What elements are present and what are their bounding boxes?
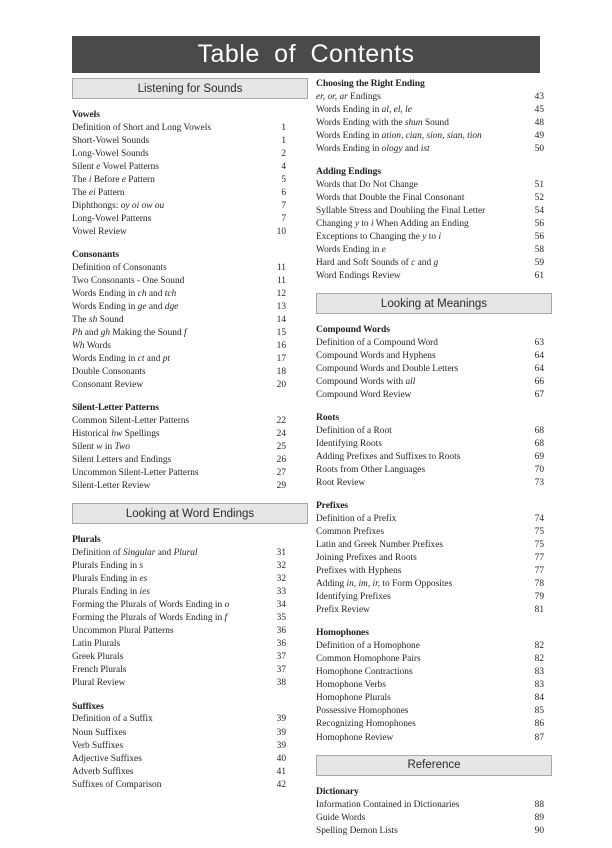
toc-entry[interactable] bbox=[316, 179, 552, 192]
toc-entry-page-number: 90 bbox=[534, 825, 544, 836]
toc-entry-page-number: 52 bbox=[534, 193, 544, 204]
toc-entry-page-number: 1 bbox=[281, 122, 286, 133]
toc-entry[interactable] bbox=[316, 104, 552, 117]
toc-entry[interactable] bbox=[72, 779, 308, 792]
toc-entry-label: Compound Words with all bbox=[316, 377, 416, 388]
left-sections-group-2 bbox=[72, 534, 308, 791]
toc-entry[interactable] bbox=[72, 428, 308, 441]
toc-entry[interactable] bbox=[316, 591, 552, 604]
toc-entry[interactable] bbox=[316, 539, 552, 552]
toc-entry-page-number: 20 bbox=[276, 380, 286, 391]
toc-entry-page-number: 49 bbox=[534, 131, 544, 142]
toc-entry-label: Compound Word Review bbox=[316, 390, 412, 401]
right-column bbox=[316, 78, 552, 848]
toc-entry-page-number: 37 bbox=[276, 652, 286, 663]
toc-entry-label: Prefixes with Hyphens bbox=[316, 566, 402, 577]
toc-entry-page-number: 36 bbox=[276, 626, 286, 637]
section-title: Suffixes bbox=[72, 700, 104, 712]
toc-entry[interactable] bbox=[316, 526, 552, 539]
toc-entry-label: Diphthongs: oy oi ow ou bbox=[72, 201, 165, 212]
toc-entry-label: Words Ending in ation, cian, sion, sian, tion bbox=[316, 131, 482, 142]
section-title: Adding Endings bbox=[316, 166, 381, 178]
toc-entry-label: Adverb Suffixes bbox=[72, 766, 134, 777]
toc-entry-page-number: 89 bbox=[534, 812, 544, 823]
toc-entry-page-number: 67 bbox=[534, 390, 544, 401]
toc-entry-label: Plurals Ending in es bbox=[72, 574, 148, 585]
toc-entry-page-number: 56 bbox=[534, 219, 544, 230]
toc-entry-page-number: 38 bbox=[276, 678, 286, 689]
toc-entry[interactable] bbox=[316, 464, 552, 477]
toc-entry-label: Changing y to i When Adding an Ending bbox=[316, 219, 469, 230]
toc-entry[interactable] bbox=[316, 117, 552, 130]
toc-entry-page-number: 77 bbox=[534, 553, 544, 564]
unit-header-label: Looking at Meanings bbox=[380, 297, 488, 310]
toc-entry[interactable] bbox=[72, 713, 308, 726]
toc-entry-page-number: 48 bbox=[534, 118, 544, 129]
toc-entry-label: Uncommon Plural Patterns bbox=[72, 626, 174, 637]
toc-entry-page-number: 82 bbox=[534, 654, 544, 665]
toc-entry-label: Common Silent-Letter Patterns bbox=[72, 416, 190, 427]
toc-entry-label: Identifying Prefixes bbox=[316, 592, 391, 603]
toc-entry-label: Definition of a Compound Word bbox=[316, 338, 438, 349]
toc-entry-label: Silent Letters and Endings bbox=[72, 455, 172, 466]
toc-entry[interactable] bbox=[72, 135, 308, 148]
toc-entry[interactable] bbox=[72, 740, 308, 753]
toc-entry-label: Suffixes of Comparison bbox=[72, 779, 162, 790]
toc-section bbox=[72, 402, 308, 493]
toc-entry[interactable] bbox=[72, 753, 308, 766]
toc-entry[interactable] bbox=[316, 270, 552, 283]
toc-entry[interactable] bbox=[72, 547, 308, 560]
toc-entry[interactable] bbox=[316, 376, 552, 389]
toc-entry-page-number: 79 bbox=[534, 592, 544, 603]
toc-entry-label: Silent w in Two bbox=[72, 442, 130, 453]
toc-entry[interactable] bbox=[316, 192, 552, 205]
toc-entry-label: The ei Pattern bbox=[72, 188, 125, 199]
toc-entry-page-number: 5 bbox=[281, 175, 286, 186]
toc-entry-page-number: 68 bbox=[534, 439, 544, 450]
toc-entry-label: Long-Vowel Patterns bbox=[72, 214, 152, 225]
toc-entry[interactable] bbox=[72, 262, 308, 275]
toc-entry-page-number: 1 bbox=[281, 136, 286, 146]
toc-entry-label: Words Ending in ct and pt bbox=[72, 354, 170, 365]
toc-entry[interactable] bbox=[72, 415, 308, 428]
toc-entry-page-number: 34 bbox=[276, 600, 286, 611]
toc-entry-page-number: 17 bbox=[276, 354, 286, 365]
toc-entry[interactable] bbox=[72, 454, 308, 467]
toc-entry-page-number: 32 bbox=[276, 574, 286, 585]
toc-section bbox=[316, 78, 552, 156]
toc-entry-label: Vowel Review bbox=[72, 227, 127, 238]
toc-entry[interactable] bbox=[72, 379, 308, 392]
toc-entry[interactable] bbox=[72, 301, 308, 314]
toc-entry-label: Forming the Plurals of Words Ending in o bbox=[72, 600, 230, 611]
toc-entry-page-number: 45 bbox=[534, 105, 544, 115]
toc-entry-page-number: 73 bbox=[534, 478, 544, 489]
toc-entry-page-number: 75 bbox=[534, 527, 544, 538]
toc-entry[interactable] bbox=[316, 513, 552, 526]
toc-entry-page-number: 43 bbox=[534, 91, 544, 102]
toc-section bbox=[316, 500, 552, 617]
toc-entry-label: Words Ending in al, el, le bbox=[316, 105, 412, 115]
toc-entry-label: er, or, ar Endings bbox=[316, 91, 381, 102]
toc-entry-label: Definition of a Homophone bbox=[316, 641, 420, 652]
toc-entry-label: Noun Suffixes bbox=[72, 727, 127, 738]
toc-entry-label: French Plurals bbox=[72, 665, 127, 676]
toc-entry-page-number: 58 bbox=[534, 245, 544, 256]
toc-entry-label: The i Before e Pattern bbox=[72, 175, 155, 186]
toc-entry[interactable] bbox=[316, 389, 552, 402]
toc-entry-page-number: 15 bbox=[276, 328, 286, 339]
toc-entry-label: Identifying Roots bbox=[316, 439, 382, 450]
toc-entry-page-number: 83 bbox=[534, 667, 544, 678]
toc-entry-page-number: 61 bbox=[534, 271, 544, 282]
toc-entry-label: Definition of Singular and Plural bbox=[72, 548, 198, 559]
right-sections-group-1 bbox=[316, 78, 552, 283]
unit-header-label: Reference bbox=[407, 759, 461, 772]
right-sections-group-3 bbox=[316, 786, 552, 838]
toc-entry-page-number: 42 bbox=[276, 779, 286, 790]
toc-entry-label: Exceptions to Changing the y to i bbox=[316, 232, 442, 243]
toc-entry[interactable] bbox=[72, 275, 308, 288]
toc-section bbox=[72, 249, 308, 392]
toc-entry[interactable] bbox=[72, 226, 308, 239]
toc-entry[interactable] bbox=[316, 91, 552, 104]
toc-entry[interactable] bbox=[316, 363, 552, 376]
section-title: Compound Words bbox=[316, 324, 390, 336]
toc-entry[interactable] bbox=[316, 812, 552, 825]
toc-entry-label: Forming the Plurals of Words Ending in f bbox=[72, 613, 228, 624]
toc-entry[interactable] bbox=[72, 122, 308, 135]
toc-entry-label: Consonant Review bbox=[72, 380, 144, 391]
toc-entry-label: Compound Words and Double Letters bbox=[316, 364, 459, 375]
toc-entry-page-number: 85 bbox=[534, 706, 544, 717]
toc-entry-page-number: 87 bbox=[534, 732, 544, 743]
toc-entry-page-number: 59 bbox=[534, 258, 544, 269]
toc-entry[interactable] bbox=[316, 578, 552, 591]
toc-entry-page-number: 32 bbox=[276, 561, 286, 572]
unit-header-label: Looking at Word Endings bbox=[125, 507, 255, 520]
toc-entry[interactable] bbox=[316, 565, 552, 578]
toc-entry-page-number: 66 bbox=[534, 377, 544, 388]
toc-entry-page-number: 22 bbox=[276, 416, 286, 427]
toc-entry-page-number: 6 bbox=[281, 188, 286, 199]
toc-entry-page-number: 24 bbox=[276, 429, 286, 440]
unit-header-looking-at-meanings[interactable] bbox=[316, 293, 552, 314]
toc-entry-page-number: 41 bbox=[276, 766, 286, 777]
toc-entry-page-number: 40 bbox=[276, 753, 286, 764]
toc-entry[interactable] bbox=[316, 451, 552, 464]
toc-entry-page-number: 37 bbox=[276, 665, 286, 676]
toc-entry-page-number: 51 bbox=[534, 180, 544, 191]
toc-entry-label: Definition of a Prefix bbox=[316, 514, 397, 525]
toc-entry-page-number: 13 bbox=[276, 302, 286, 313]
toc-entry-label: Ph and gh Making the Sound f bbox=[72, 328, 187, 339]
toc-entry[interactable] bbox=[316, 350, 552, 363]
toc-entry-label: Words that Double the Final Consonant bbox=[316, 193, 465, 204]
toc-entry-label: Wh Words bbox=[72, 341, 111, 352]
toc-entry-label: Joining Prefixes and Roots bbox=[316, 553, 417, 564]
toc-entry[interactable] bbox=[316, 604, 552, 617]
toc-section bbox=[72, 701, 308, 792]
toc-entry-page-number: 54 bbox=[534, 206, 544, 217]
left-sections-group-1 bbox=[72, 109, 308, 493]
toc-section bbox=[316, 166, 552, 283]
toc-entry-label: Common Homophone Pairs bbox=[316, 654, 421, 665]
toc-entry-page-number: 14 bbox=[276, 315, 286, 326]
toc-entry-page-number: 63 bbox=[534, 338, 544, 349]
toc-entry[interactable] bbox=[72, 766, 308, 779]
toc-entry[interactable] bbox=[72, 161, 308, 174]
toc-entry[interactable] bbox=[72, 586, 308, 599]
section-title: Prefixes bbox=[316, 500, 349, 512]
toc-entry-label: Adjective Suffixes bbox=[72, 753, 142, 764]
toc-entry[interactable] bbox=[72, 651, 308, 664]
unit-header-looking-at-word-endings[interactable] bbox=[72, 503, 308, 524]
toc-entry-page-number: 7 bbox=[281, 214, 286, 225]
toc-entry[interactable] bbox=[72, 467, 308, 480]
right-sections-group-2 bbox=[316, 324, 552, 744]
page-title-bar bbox=[72, 36, 540, 73]
toc-entry-label: Plural Review bbox=[72, 678, 126, 689]
toc-entry-label: Homophone Review bbox=[316, 732, 394, 743]
toc-entry-page-number: 11 bbox=[276, 263, 286, 274]
section-title: Plurals bbox=[72, 534, 101, 546]
toc-entry-page-number: 10 bbox=[276, 227, 286, 238]
toc-entry[interactable] bbox=[316, 718, 552, 731]
toc-entry-label: Definition of a Suffix bbox=[72, 714, 153, 725]
toc-section bbox=[316, 324, 552, 402]
toc-entry-page-number: 39 bbox=[276, 714, 286, 725]
toc-entry[interactable] bbox=[316, 732, 552, 745]
toc-entry[interactable] bbox=[316, 231, 552, 244]
toc-entry[interactable] bbox=[72, 353, 308, 366]
toc-entry-page-number: 68 bbox=[534, 426, 544, 437]
toc-entry-label: Prefix Review bbox=[316, 605, 370, 616]
toc-entry-label: Definition of a Root bbox=[316, 426, 392, 437]
toc-entry[interactable] bbox=[72, 727, 308, 740]
toc-entry-label: Homophone Verbs bbox=[316, 680, 386, 691]
toc-entry-page-number: 26 bbox=[276, 455, 286, 466]
toc-entry-label: Recognizing Homophones bbox=[316, 719, 416, 730]
toc-entry-label: Homophone Plurals bbox=[316, 693, 391, 704]
toc-entry-label: Long-Vowel Sounds bbox=[72, 149, 149, 160]
toc-entry-page-number: 27 bbox=[276, 468, 286, 479]
page-title: Table of Contents bbox=[197, 40, 415, 68]
toc-entry[interactable] bbox=[316, 653, 552, 666]
toc-entry-label: Two Consonants - One Sound bbox=[72, 276, 185, 287]
toc-entry-label: Words that Do Not Change bbox=[316, 180, 418, 191]
toc-entry-label: Short-Vowel Sounds bbox=[72, 136, 150, 146]
toc-entry-label: Definition of Short and Long Vowels bbox=[72, 122, 211, 133]
toc-entry[interactable] bbox=[72, 664, 308, 677]
toc-entry[interactable] bbox=[316, 640, 552, 653]
toc-entry-page-number: 83 bbox=[534, 680, 544, 691]
toc-entry-label: Hard and Soft Sounds of c and g bbox=[316, 258, 439, 269]
toc-entry-page-number: 7 bbox=[281, 201, 286, 212]
unit-header-reference[interactable] bbox=[316, 755, 552, 776]
toc-entry[interactable] bbox=[72, 441, 308, 454]
toc-entry[interactable] bbox=[72, 599, 308, 612]
toc-section bbox=[316, 412, 552, 490]
toc-entry[interactable] bbox=[316, 218, 552, 231]
toc-entry-page-number: 31 bbox=[276, 548, 286, 559]
toc-entry-label: Words Ending with the shun Sound bbox=[316, 118, 449, 129]
toc-entry-page-number: 77 bbox=[534, 566, 544, 577]
toc-entry-page-number: 86 bbox=[534, 719, 544, 730]
section-title: Homophones bbox=[316, 627, 369, 639]
toc-entry-page-number: 16 bbox=[276, 341, 286, 352]
toc-entry[interactable] bbox=[72, 625, 308, 638]
toc-section bbox=[316, 786, 552, 838]
toc-section bbox=[72, 109, 308, 239]
toc-entry-label: Root Review bbox=[316, 478, 366, 489]
toc-entry-page-number: 69 bbox=[534, 452, 544, 463]
toc-entry-label: Plurals Ending in s bbox=[72, 561, 144, 572]
toc-entry-label: Possessive Homophones bbox=[316, 706, 409, 717]
toc-entry[interactable] bbox=[316, 477, 552, 490]
toc-entry[interactable] bbox=[72, 327, 308, 340]
toc-entry-page-number: 56 bbox=[534, 232, 544, 243]
toc-entry-label: Compound Words and Hyphens bbox=[316, 351, 436, 362]
toc-entry-label: Common Prefixes bbox=[316, 527, 384, 538]
toc-entry[interactable] bbox=[316, 825, 552, 838]
toc-entry[interactable] bbox=[72, 314, 308, 327]
toc-entry[interactable] bbox=[316, 143, 552, 156]
section-title: Consonants bbox=[72, 249, 119, 261]
section-title: Choosing the Right Ending bbox=[316, 78, 425, 89]
toc-entry-label: Words Ending in ch and tch bbox=[72, 289, 177, 300]
unit-header-listening-for-sounds[interactable] bbox=[72, 78, 308, 99]
section-title: Roots bbox=[316, 412, 339, 424]
toc-entry-page-number: 70 bbox=[534, 465, 544, 476]
toc-entry[interactable] bbox=[72, 213, 308, 226]
toc-entry-page-number: 36 bbox=[276, 639, 286, 650]
toc-entry-page-number: 50 bbox=[534, 144, 544, 155]
toc-entry-label: Latin Plurals bbox=[72, 639, 121, 650]
toc-entry-label: Greek Plurals bbox=[72, 652, 124, 663]
toc-entry-label: Spelling Demon Lists bbox=[316, 825, 398, 836]
toc-section bbox=[316, 627, 552, 744]
toc-entry-page-number: 39 bbox=[276, 727, 286, 738]
toc-entry-page-number: 74 bbox=[534, 514, 544, 525]
section-title: Silent-Letter Patterns bbox=[72, 402, 159, 414]
section-title: Dictionary bbox=[316, 785, 359, 797]
toc-entry[interactable] bbox=[316, 425, 552, 438]
toc-entry-page-number: 75 bbox=[534, 540, 544, 551]
toc-entry-page-number: 2 bbox=[281, 149, 286, 160]
toc-entry-page-number: 4 bbox=[281, 162, 286, 173]
section-title: Vowels bbox=[72, 109, 100, 120]
toc-entry[interactable] bbox=[72, 187, 308, 200]
left-column bbox=[72, 78, 308, 802]
toc-entry[interactable] bbox=[72, 174, 308, 187]
toc-entry[interactable] bbox=[316, 552, 552, 565]
toc-entry[interactable] bbox=[316, 337, 552, 350]
toc-entry-label: Plurals Ending in ies bbox=[72, 587, 150, 598]
toc-entry-page-number: 29 bbox=[276, 481, 286, 492]
toc-entry-page-number: 82 bbox=[534, 641, 544, 652]
toc-entry-label: Adding Prefixes and Suffixes to Roots bbox=[316, 452, 461, 463]
toc-entry-label: Uncommon Silent-Letter Patterns bbox=[72, 468, 199, 479]
toc-entry[interactable] bbox=[316, 244, 552, 257]
toc-entry-label: Syllable Stress and Doubling the Final Letter bbox=[316, 206, 486, 217]
toc-entry[interactable] bbox=[72, 200, 308, 213]
toc-entry-page-number: 12 bbox=[276, 289, 286, 300]
toc-entry-label: Words Ending in ge and dge bbox=[72, 302, 179, 313]
toc-entry[interactable] bbox=[316, 705, 552, 718]
toc-entry-page-number: 88 bbox=[534, 799, 544, 810]
toc-entry-page-number: 64 bbox=[534, 351, 544, 362]
toc-entry-page-number: 39 bbox=[276, 740, 286, 751]
toc-entry-page-number: 64 bbox=[534, 364, 544, 375]
toc-entry[interactable] bbox=[316, 438, 552, 451]
toc-entry[interactable] bbox=[72, 573, 308, 586]
toc-entry-label: Latin and Greek Number Prefixes bbox=[316, 540, 444, 551]
toc-entry-label: Historical hw Spellings bbox=[72, 429, 160, 440]
toc-entry[interactable] bbox=[316, 205, 552, 218]
toc-entry-label: Verb Suffixes bbox=[72, 740, 124, 751]
toc-entry-page-number: 78 bbox=[534, 579, 544, 590]
toc-entry-page-number: 11 bbox=[276, 276, 286, 287]
toc-entry-page-number: 35 bbox=[276, 613, 286, 624]
toc-section bbox=[72, 534, 308, 690]
toc-entry-label: Words Ending in e bbox=[316, 245, 386, 256]
toc-entry-label: Homophone Contractions bbox=[316, 667, 413, 678]
toc-entry-page-number: 18 bbox=[276, 367, 286, 378]
toc-entry-label: Double Consonants bbox=[72, 367, 146, 378]
toc-entry-label: Words Ending in ology and ist bbox=[316, 144, 430, 155]
toc-entry-label: Guide Words bbox=[316, 812, 366, 823]
toc-entry[interactable] bbox=[316, 257, 552, 270]
unit-header-label: Listening for Sounds bbox=[137, 82, 243, 95]
toc-entry[interactable] bbox=[316, 130, 552, 143]
toc-entry-label: Roots from Other Languages bbox=[316, 465, 426, 476]
toc-entry[interactable] bbox=[72, 560, 308, 573]
toc-entry-label: Silent e Vowel Patterns bbox=[72, 162, 159, 173]
toc-entry-label: The sh Sound bbox=[72, 315, 124, 326]
toc-entry[interactable] bbox=[72, 148, 308, 161]
toc-entry[interactable] bbox=[72, 288, 308, 301]
toc-entry-page-number: 84 bbox=[534, 693, 544, 704]
toc-entry[interactable] bbox=[72, 677, 308, 690]
toc-entry-page-number: 81 bbox=[534, 605, 544, 616]
toc-entry-label: Definition of Consonants bbox=[72, 263, 167, 274]
toc-entry-page-number: 25 bbox=[276, 442, 286, 453]
toc-entry-label: Adding in, im, ir, to Form Opposites bbox=[316, 579, 453, 590]
toc-entry[interactable] bbox=[72, 366, 308, 379]
toc-entry[interactable] bbox=[72, 340, 308, 353]
toc-entry-label: Information Contained in Dictionaries bbox=[316, 799, 460, 810]
toc-entry[interactable] bbox=[316, 799, 552, 812]
toc-entry-label: Word Endings Review bbox=[316, 271, 401, 282]
toc-entry[interactable] bbox=[316, 679, 552, 692]
toc-entry[interactable] bbox=[72, 612, 308, 625]
toc-entry[interactable] bbox=[72, 480, 308, 493]
toc-entry-page-number: 33 bbox=[276, 587, 286, 598]
toc-entry[interactable] bbox=[72, 638, 308, 651]
toc-entry[interactable] bbox=[316, 692, 552, 705]
toc-entry-label: Silent-Letter Review bbox=[72, 481, 151, 492]
toc-entry[interactable] bbox=[316, 666, 552, 679]
